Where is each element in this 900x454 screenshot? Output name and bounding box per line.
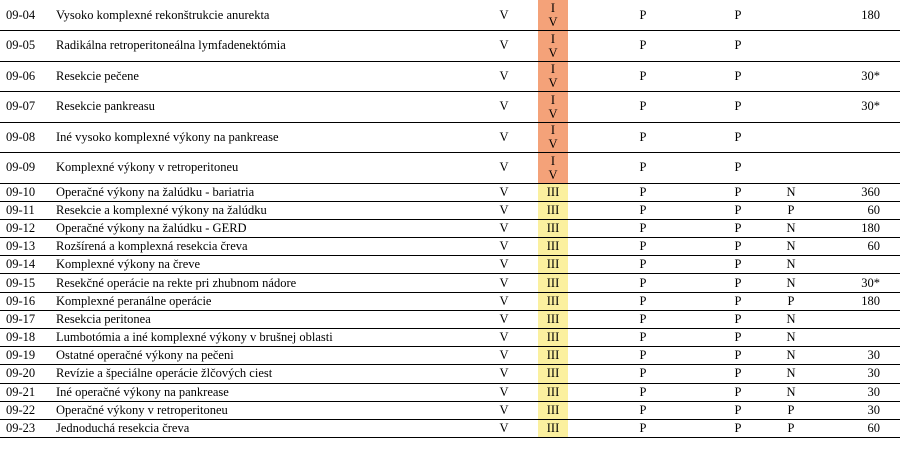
v-mark: V: [499, 99, 509, 114]
level-cell: [538, 31, 568, 62]
v-mark: V: [499, 220, 509, 235]
p-mark-2: P: [734, 348, 742, 363]
level-text: I: [550, 92, 556, 107]
level-text: I: [550, 31, 556, 46]
p-mark-2: P: [734, 202, 742, 217]
level-cell: [538, 383, 568, 401]
table-row: [0, 310, 900, 328]
procedure-name: Operačné výkony na žalúdku - GERD: [56, 220, 247, 235]
table-row: [0, 419, 900, 437]
count-value: 30*: [861, 99, 880, 114]
procedure-name: Resekcie pečene: [56, 68, 139, 83]
level-text: III: [546, 220, 560, 235]
v-mark: V: [499, 275, 509, 290]
table-row: [0, 256, 900, 274]
procedure-name: Iné vysoko komplexné výkony na pankrease: [56, 129, 279, 144]
n-mark: N: [786, 239, 796, 254]
p-mark-2: P: [734, 129, 742, 144]
level-cell: [538, 329, 568, 347]
count-value: 360: [861, 184, 880, 199]
n-mark: P: [787, 421, 795, 436]
p-mark-1: P: [639, 68, 647, 83]
n-mark: [758, 61, 824, 92]
procedure-code: 09-22: [6, 402, 36, 417]
level-cell: [538, 219, 568, 237]
n-mark: [758, 92, 824, 123]
table-row: [0, 31, 900, 62]
procedure-code: 09-21: [6, 384, 36, 399]
p-mark-1: P: [639, 160, 647, 175]
level-text: III: [546, 366, 560, 381]
procedure-code: 09-09: [6, 160, 36, 175]
procedure-code: 09-23: [6, 421, 36, 436]
procedure-name: Operačné výkony v retroperitoneu: [56, 402, 228, 417]
procedure-code: 09-06: [6, 68, 36, 83]
p-mark-1: P: [639, 311, 647, 326]
level-text: III: [546, 239, 560, 254]
n-mark: N: [786, 348, 796, 363]
p-mark-1: P: [639, 402, 647, 417]
level-text: III: [546, 257, 560, 272]
p-mark-2: P: [734, 402, 742, 417]
level-cell: [538, 419, 568, 437]
v-mark: V: [499, 68, 509, 83]
n-mark: P: [787, 202, 795, 217]
count-value: 30: [867, 384, 880, 399]
procedure-name: Iné operačné výkony na pankrease: [56, 384, 229, 399]
table-row: [0, 153, 900, 184]
p-mark-2: P: [734, 239, 742, 254]
p-mark-2: P: [734, 384, 742, 399]
level-cell: [538, 92, 568, 123]
table-row: [0, 383, 900, 401]
level-cell: [538, 292, 568, 310]
n-mark: N: [786, 330, 796, 345]
procedure-code: 09-18: [6, 330, 36, 345]
p-mark-2: P: [734, 421, 742, 436]
count-value: 180: [861, 7, 880, 22]
level-cell: [538, 401, 568, 419]
count-value: 30: [867, 402, 880, 417]
table-row: [0, 292, 900, 310]
level-text: III: [546, 275, 560, 290]
level-text: V: [548, 76, 558, 91]
procedure-name: Operačné výkony na žalúdku - bariatria: [56, 184, 255, 199]
n-mark: [758, 122, 824, 153]
level-cell: [538, 183, 568, 201]
count-value: 180: [861, 293, 880, 308]
procedure-name: Ostatné operačné výkony na pečeni: [56, 348, 234, 363]
count-value: [824, 310, 900, 328]
table-row: [0, 401, 900, 419]
level-cell: [538, 0, 568, 31]
v-mark: V: [499, 239, 509, 254]
count-value: 30*: [861, 275, 880, 290]
level-text: I: [550, 62, 556, 77]
v-mark: V: [499, 421, 509, 436]
v-mark: V: [499, 402, 509, 417]
n-mark: N: [786, 384, 796, 399]
table-row: [0, 365, 900, 383]
p-mark-1: P: [639, 275, 647, 290]
p-mark-2: P: [734, 7, 742, 22]
count-value: [824, 122, 900, 153]
p-mark-1: P: [639, 239, 647, 254]
table-row: [0, 92, 900, 123]
count-value: 180: [861, 220, 880, 235]
n-mark: [758, 31, 824, 62]
procedure-code: 09-07: [6, 99, 36, 114]
count-value: 30*: [861, 68, 880, 83]
n-mark: N: [786, 275, 796, 290]
p-mark-1: P: [639, 293, 647, 308]
procedure-code: 09-12: [6, 220, 36, 235]
count-value: [824, 153, 900, 184]
n-mark: P: [787, 293, 795, 308]
table-row: [0, 201, 900, 219]
n-mark: N: [786, 220, 796, 235]
p-mark-1: P: [639, 202, 647, 217]
table-row: [0, 329, 900, 347]
procedure-name: Vysoko komplexné rekonštrukcie anurekta: [56, 7, 270, 22]
level-cell: [538, 122, 568, 153]
count-value: 60: [867, 421, 880, 436]
p-mark-2: P: [734, 275, 742, 290]
count-value: [824, 31, 900, 62]
p-mark-2: P: [734, 68, 742, 83]
p-mark-1: P: [639, 99, 647, 114]
p-mark-2: P: [734, 366, 742, 381]
procedure-code: 09-10: [6, 184, 36, 199]
p-mark-1: P: [639, 184, 647, 199]
procedure-name: Jednoduchá resekcia čreva: [56, 421, 190, 436]
p-mark-2: P: [734, 38, 742, 53]
count-value: [824, 256, 900, 274]
level-cell: [538, 310, 568, 328]
procedure-name: Resekcie a komplexné výkony na žalúdku: [56, 202, 267, 217]
level-text: III: [546, 311, 560, 326]
procedure-code: 09-15: [6, 275, 36, 290]
level-text: V: [548, 106, 558, 121]
p-mark-1: P: [639, 257, 647, 272]
level-text: I: [550, 1, 556, 15]
n-mark: N: [786, 366, 796, 381]
level-cell: [538, 238, 568, 256]
procedure-name: Radikálna retroperitoneálna lymfadenektómia: [56, 38, 286, 53]
level-text: III: [546, 330, 560, 345]
level-text: III: [546, 184, 560, 199]
n-mark: [758, 0, 824, 31]
procedure-name: Resekcia peritonea: [56, 311, 151, 326]
v-mark: V: [499, 7, 509, 22]
level-text: III: [546, 421, 560, 436]
level-cell: [538, 365, 568, 383]
level-text: V: [548, 15, 558, 29]
v-mark: V: [499, 257, 509, 272]
procedure-name: Komplexné výkony v retroperitoneu: [56, 160, 239, 175]
v-mark: V: [499, 160, 509, 175]
procedure-name: Komplexné peranálne operácie: [56, 293, 212, 308]
count-value: 30: [867, 348, 880, 363]
n-mark: N: [786, 184, 796, 199]
p-mark-1: P: [639, 384, 647, 399]
level-text: V: [548, 137, 558, 152]
count-value: [824, 329, 900, 347]
v-mark: V: [499, 330, 509, 345]
level-text: I: [550, 123, 556, 138]
v-mark: V: [499, 202, 509, 217]
p-mark-1: P: [639, 129, 647, 144]
level-text: V: [548, 167, 558, 182]
p-mark-2: P: [734, 293, 742, 308]
procedure-code: 09-16: [6, 293, 36, 308]
v-mark: V: [499, 293, 509, 308]
level-text: III: [546, 402, 560, 417]
table-row: [0, 238, 900, 256]
procedure-code: 09-11: [6, 202, 35, 217]
v-mark: V: [499, 384, 509, 399]
p-mark-2: P: [734, 99, 742, 114]
p-mark-1: P: [639, 348, 647, 363]
v-mark: V: [499, 348, 509, 363]
level-text: III: [546, 202, 560, 217]
v-mark: V: [499, 38, 509, 53]
n-mark: [758, 153, 824, 184]
p-mark-2: P: [734, 330, 742, 345]
level-cell: [538, 201, 568, 219]
table-row: [0, 274, 900, 292]
procedure-code: 09-14: [6, 257, 36, 272]
procedure-name: Lumbotómia a iné komplexné výkony v brušnej oblasti: [56, 330, 333, 345]
procedure-code: 09-04: [6, 7, 36, 22]
p-mark-1: P: [639, 366, 647, 381]
v-mark: V: [499, 129, 509, 144]
p-mark-2: P: [734, 311, 742, 326]
level-text: III: [546, 384, 560, 399]
p-mark-1: P: [639, 220, 647, 235]
procedure-code: 09-20: [6, 366, 36, 381]
level-cell: [538, 347, 568, 365]
v-mark: V: [499, 311, 509, 326]
level-text: III: [546, 348, 560, 363]
p-mark-1: P: [639, 7, 647, 22]
level-cell: [538, 256, 568, 274]
procedure-code: 09-13: [6, 239, 36, 254]
n-mark: P: [787, 402, 795, 417]
v-mark: V: [499, 184, 509, 199]
count-value: 60: [867, 202, 880, 217]
p-mark-2: P: [734, 257, 742, 272]
p-mark-2: P: [734, 220, 742, 235]
procedure-name: Komplexné výkony na čreve: [56, 257, 201, 272]
level-cell: [538, 274, 568, 292]
p-mark-1: P: [639, 330, 647, 345]
procedure-name: Revízie a špeciálne operácie žlčových ciest: [56, 366, 273, 381]
count-value: 60: [867, 239, 880, 254]
table-row: [0, 183, 900, 201]
table-row: [0, 122, 900, 153]
procedure-name: Resekčné operácie na rekte pri zhubnom nádore: [56, 275, 297, 290]
count-value: 30: [867, 366, 880, 381]
p-mark-2: P: [734, 160, 742, 175]
table-row: [0, 61, 900, 92]
level-text: III: [546, 293, 560, 308]
p-mark-2: P: [734, 184, 742, 199]
procedure-code: 09-05: [6, 38, 36, 53]
procedure-name: Rozšírená a komplexná resekcia čreva: [56, 239, 248, 254]
level-cell: [538, 153, 568, 184]
procedure-code: 09-08: [6, 129, 36, 144]
level-cell: [538, 61, 568, 92]
level-text: I: [550, 153, 556, 168]
level-text: V: [548, 45, 558, 60]
v-mark: V: [499, 366, 509, 381]
p-mark-1: P: [639, 421, 647, 436]
p-mark-1: P: [639, 38, 647, 53]
n-mark: N: [786, 311, 796, 326]
table-row: [0, 219, 900, 237]
table-row: [0, 347, 900, 365]
procedure-code: 09-19: [6, 348, 36, 363]
procedure-code: 09-17: [6, 311, 36, 326]
procedure-name: Resekcie pankreasu: [56, 99, 155, 114]
table-row: [0, 0, 900, 31]
n-mark: N: [786, 257, 796, 272]
